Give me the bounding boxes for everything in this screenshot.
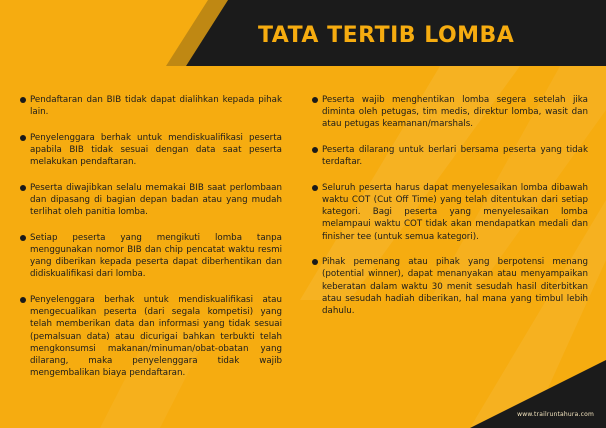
rule-item <box>312 94 588 131</box>
rule-item <box>20 294 282 379</box>
rule-item <box>312 256 588 317</box>
page-title: TATA TERTIB LOMBA <box>258 23 515 48</box>
rule-text: Peserta dilarang untuk berlari bersama peserta yang tidak terdaftar. <box>322 145 588 168</box>
rule-text: Penyelenggara berhak untuk mendiskualifikasi peserta apabila BIB tidak sesuai dengan data saat peserta melakukan pendaftaran. <box>30 132 282 168</box>
bullet-icon <box>20 97 26 103</box>
bullet-icon <box>312 185 318 191</box>
rule-text: Seluruh peserta harus dapat menyelesaikan lomba dibawah waktu COT (Cut Off Time) yang telah ditentukan dari setiap kategori. Bagi peserta yang menyelesaikan lomba melampaui waktu COT tidak akan mendapatkan medali dan finisher tee (untuk semua kategori). <box>322 182 588 242</box>
rule-text: Peserta wajib menghentikan lomba segera setelah jika diminta oleh petugas, tim medis, direktur lomba, wasit dan atau petugas keamanan/marshals. <box>322 95 588 130</box>
website-url: www.trailruntahura.com <box>517 411 594 418</box>
bullet-icon <box>20 235 26 241</box>
rule-item <box>20 232 282 281</box>
rule-text: Penyelenggara berhak untuk mendiskualifikasi atau mengecualikan peserta (dari segala kompetisi) yang telah memberikan data dan informasi yang tidak sesuai (pemalsuan data) atau dicurigai bahkan terbukti telah mengkonsumsi makanan/minuman/obat-obatan yang dilarang, maka penyelenggara tidak wajib mengembalikan biaya pendaftaran. <box>30 295 282 379</box>
rule-text: Peserta diwajibkan selalu memakai BIB saat perlombaan dan dipasang di bagian depan badan atau yang mudah terlihat oleh panitia lomba. <box>30 182 282 218</box>
rule-item <box>20 94 282 118</box>
rule-text: Setiap peserta yang mengikuti lomba tanpa menggunakan nomor BIB dan chip pencatat waktu resmi yang diberikan kepada peserta dapat diberhentikan dan didiskualifikasi dari lomba. <box>30 232 282 280</box>
rule-text: Pihak pemenang atau pihak yang berpotensi menang (potential winner), dapat menanyakan atau menyampaikan keberatan dalam waktu 30 menit sesudah hasil diterbitkan atau sesudah hadiah diberikan, hal mana yang timbul lebih dahulu. <box>322 257 588 317</box>
rule-item <box>20 182 282 219</box>
bullet-icon <box>312 97 318 103</box>
rule-item <box>20 132 282 169</box>
rule-item <box>312 182 588 243</box>
rules-column-right <box>312 94 588 331</box>
bullet-icon <box>20 185 26 191</box>
bullet-icon <box>20 135 26 141</box>
bullet-icon <box>312 259 318 265</box>
rules-column-left <box>20 94 282 393</box>
rule-item <box>312 144 588 168</box>
bullet-icon <box>312 147 318 153</box>
bullet-icon <box>20 297 26 303</box>
rule-text: Pendaftaran dan BIB tidak dapat dialihkan kepada pihak lain. <box>30 95 282 118</box>
